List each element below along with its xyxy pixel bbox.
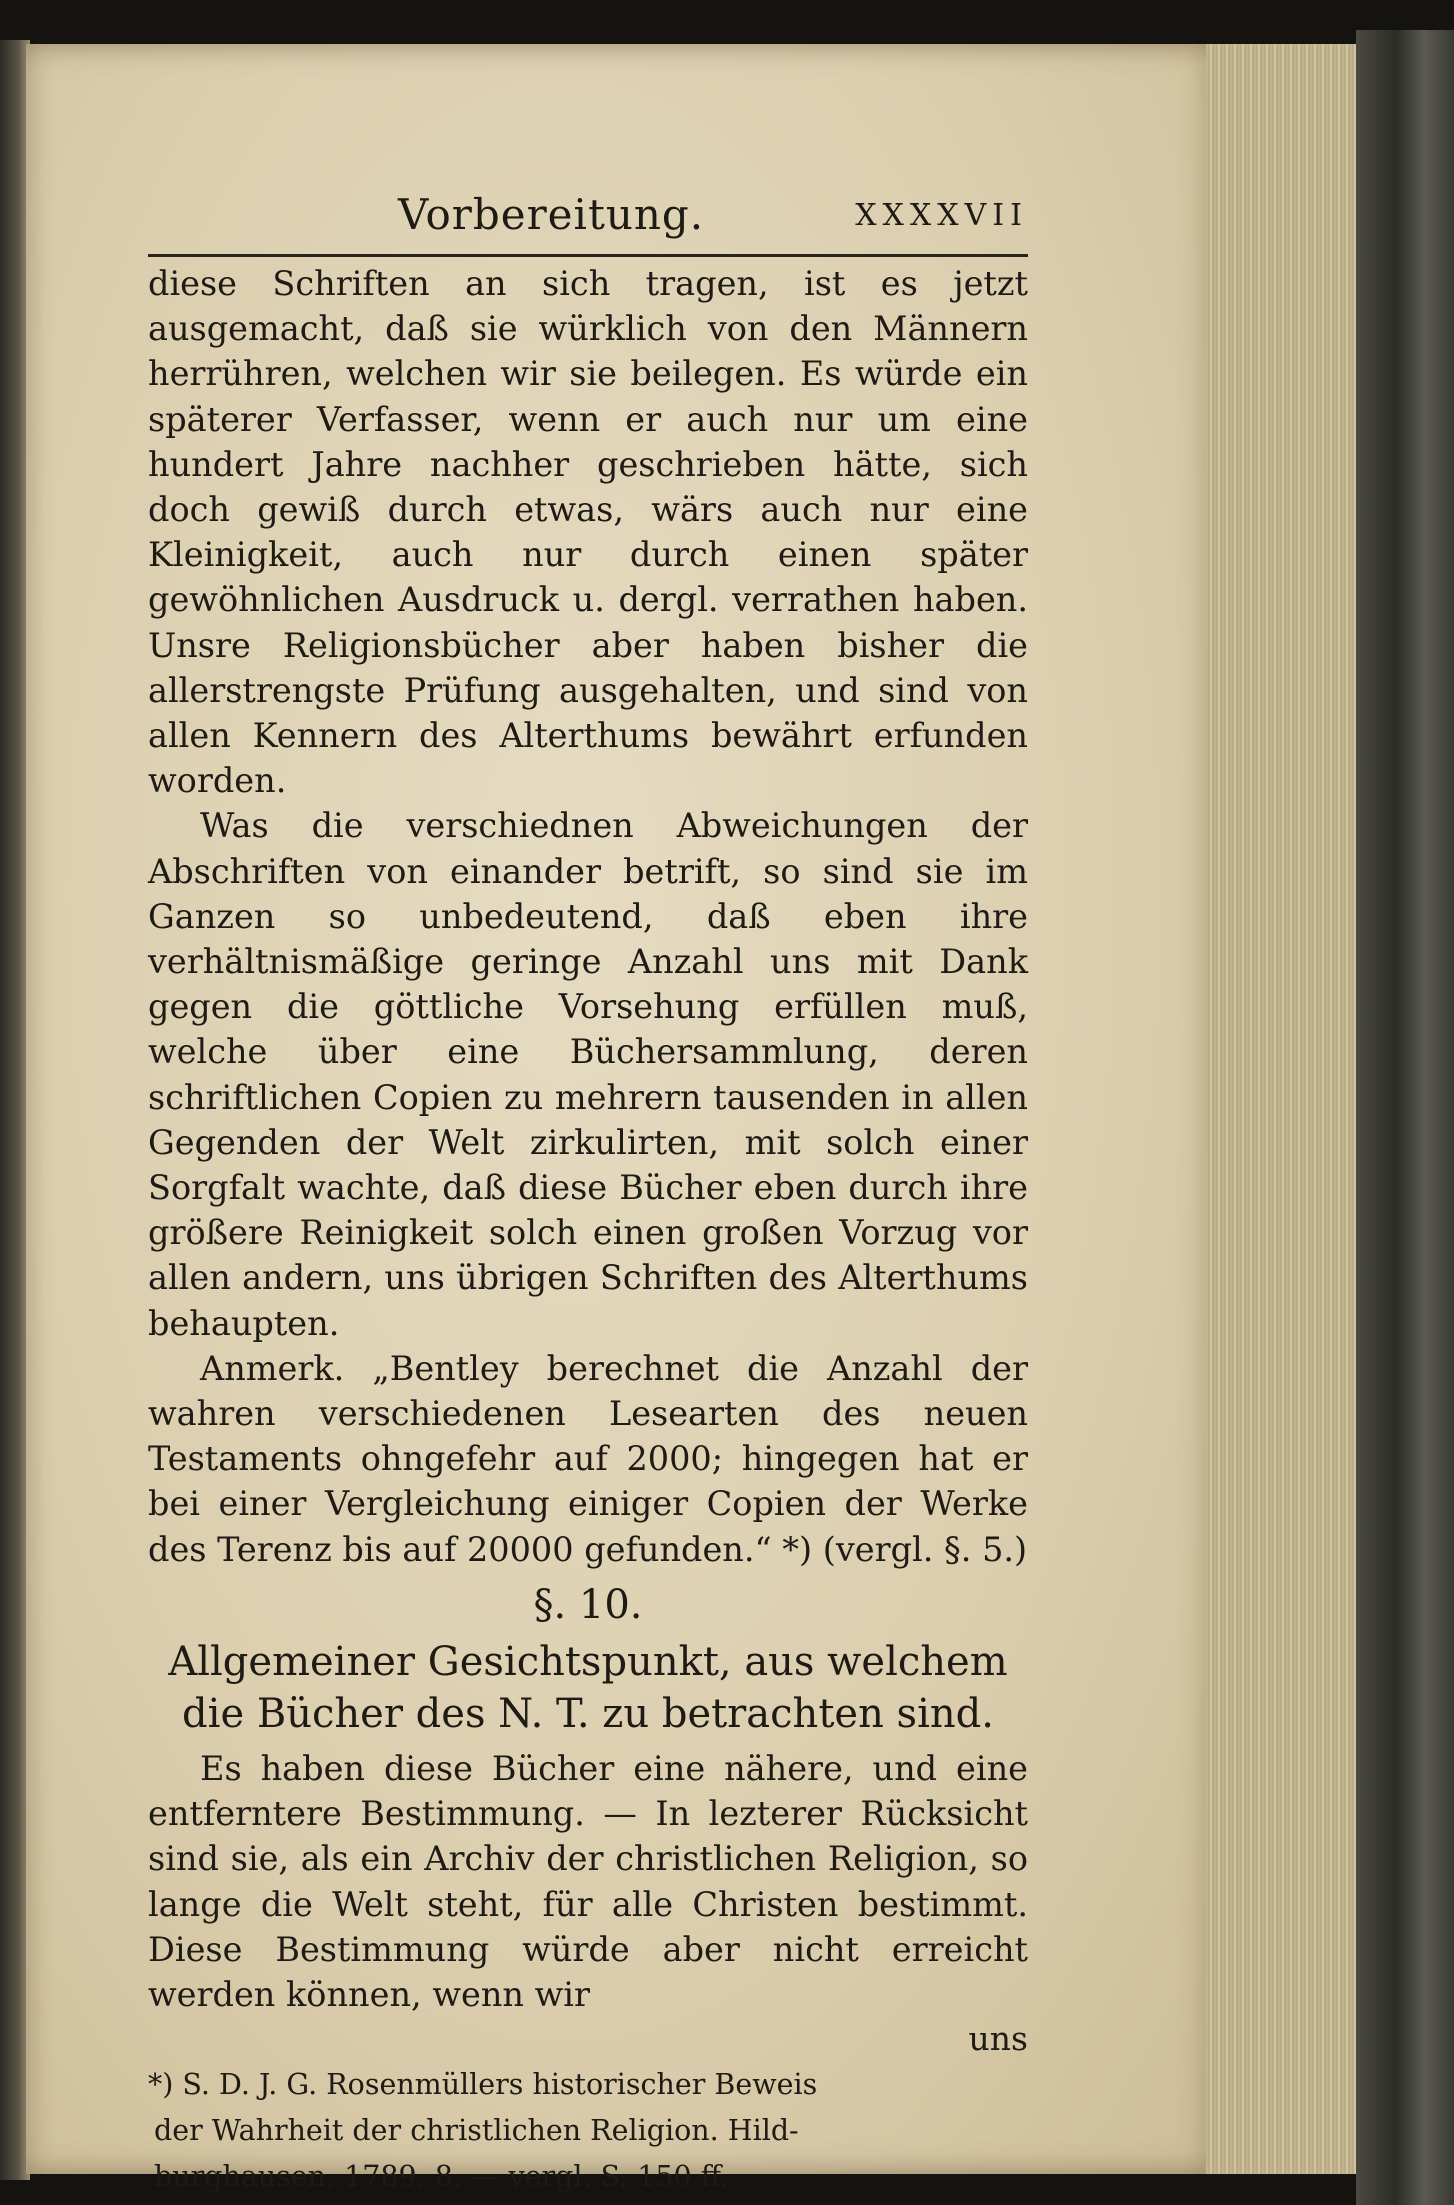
paragraph-variants: Was die verschiednen Abweichungen der Abschriften von einander betrift, so sind sie im Ganzen so unbedeutend, daß eben ihre verhältnismäßige geringe Anzahl uns mit Dank gegen die göttliche Vorsehung erfüllen muß, welche über eine Büchersammlung, deren schriftlichen Copien zu mehrern tausenden in allen Gegenden der Welt zirkulirten, mit solch einer Sorgfalt wachte, daß diese Bücher eben durch ihre größere Reinigkeit solch einen großen Vorzug vor allen andern, uns übrigen Schriften des Alterthums behaupten. <box>148 806 1028 1343</box>
running-title: Vorbereitung. <box>398 190 705 239</box>
section-number: §. 10. <box>533 1581 643 1628</box>
page-edges <box>1206 44 1360 2174</box>
page-header <box>148 190 1028 252</box>
paragraph-annotation: Anmerk. „Bentley berechnet die Anzahl der wahren verschiedenen Lesearten des neuen Testaments ohngefehr auf 2000; hingegen hat er bei einer Vergleichung einiger Copien der Werke des Terenz bis auf 20000 gefunden.“ *) (vergl. §. 5.) <box>148 1348 1028 1569</box>
page-text-block <box>148 190 1028 2199</box>
footnote <box>148 2063 1028 2199</box>
paragraph-purpose: Es haben diese Bücher eine nähere, und eine entferntere Bestimmung. — In lezterer Rücksicht sind sie, als ein Archiv der christlichen Religion, so lange die Welt steht, für alle Christen bestimmt. Diese Bestimmung würde aber nicht erreicht werden können, wenn wir <box>148 1748 1028 2014</box>
footnote-line-1: *) S. D. J. G. Rosenmüllers historischer Beweis <box>148 2068 818 2102</box>
footnote-line-3: burghausen, 1789. 8. — vergl. S. 150 ff. <box>154 2160 730 2194</box>
book-cover-edge <box>1356 30 1454 2205</box>
section-title: Allgemeiner Gesichtspunkt, aus welchem die Bücher des N. T. zu betrachten sind. <box>168 1638 1008 1737</box>
paragraph-continuation: diese Schriften an sich tragen, ist es jetzt ausgemacht, daß sie würklich von den Männern herrühren, welchen wir sie beilegen. Es würde ein späterer Verfasser, wenn er auch nur um eine hundert Jahre nachher geschrieben hätte, sich doch gewiß durch etwas, wärs auch nur eine Kleinigkeit, auch nur durch einen später gewöhnlichen Ausdruck u. dergl. verrathen haben. Unsre Religionsbücher aber haben bisher die allerstrengste Prüfung ausgehalten, und sind von allen Kennern des Alterthums bewährt erfunden worden. <box>148 264 1028 801</box>
header-rule <box>148 254 1028 257</box>
page-number: XXXXVII <box>855 198 1028 233</box>
footnote-line-2: der Wahrheit der christlichen Religion. Hild- <box>154 2114 799 2148</box>
catchword: uns <box>968 2019 1028 2059</box>
